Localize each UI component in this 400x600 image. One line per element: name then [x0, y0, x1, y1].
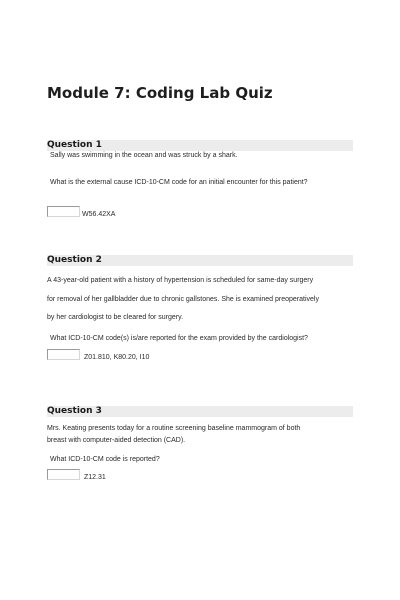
- answer-field[interactable]: [47, 349, 80, 360]
- question-text: Mrs. Keating presents today for a routine screening baseline mammogram of both: [47, 425, 301, 432]
- answer-field[interactable]: [47, 469, 80, 480]
- answer-value: Z12.31: [84, 474, 106, 481]
- question-header: Question 3: [47, 406, 353, 417]
- answer-field[interactable]: [47, 206, 80, 217]
- question-prompt: What ICD-10-CM code(s) is/are reported for the exam provided by the cardiologist?: [50, 335, 308, 342]
- question-text: A 43-year-old patient with a history of hypertension is scheduled for same-day surgery: [47, 277, 314, 284]
- answer-value: Z01.810, K80.20, I10: [84, 354, 150, 361]
- question-header: Question 2: [47, 255, 353, 266]
- question-text: for removal of her gallbladder due to chronic gallstones. She is examined preoperatively: [47, 296, 319, 303]
- question-prompt: What ICD-10-CM code is reported?: [50, 456, 160, 463]
- answer-value: W56.42XA: [82, 211, 116, 218]
- question-text: breast with computer-aided detection (CAD).: [47, 437, 186, 444]
- question-text: Sally was swimming in the ocean and was struck by a shark.: [50, 152, 238, 159]
- question-text: by her cardiologist to be cleared for surgery.: [47, 314, 184, 321]
- page-title: Module 7: Coding Lab Quiz: [47, 84, 273, 102]
- question-prompt: What is the external cause ICD-10-CM code for an initial encounter for this patient?: [50, 179, 308, 186]
- question-header: Question 1: [47, 140, 353, 151]
